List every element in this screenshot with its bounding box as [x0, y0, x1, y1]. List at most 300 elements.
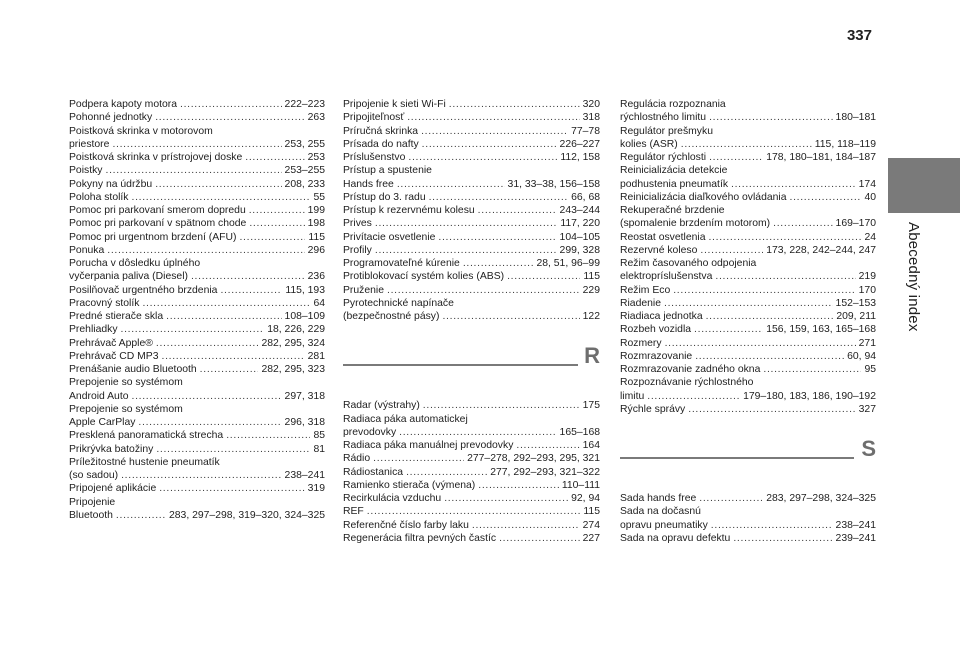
entry-line — [343, 178, 600, 191]
entry-pages: 174 — [858, 178, 876, 190]
entry-term: Hands free — [343, 178, 394, 190]
entry-term: kolies (ASR) — [620, 138, 678, 150]
entry-pages: 122 — [582, 311, 600, 322]
dot-leader — [155, 111, 304, 124]
entry-line — [69, 482, 325, 495]
dot-leader — [245, 151, 304, 164]
dot-leader — [733, 532, 832, 545]
dot-leader — [121, 469, 281, 482]
page-number: 337 — [846, 27, 872, 44]
entry-line — [343, 111, 600, 124]
dot-leader — [449, 98, 580, 111]
entry-line — [343, 519, 600, 532]
entry-pages: 239–241 — [835, 532, 876, 544]
entry-line — [343, 151, 600, 164]
index-entry — [69, 98, 325, 111]
entry-pages: 209, 211 — [836, 311, 876, 322]
entry-pages: 77–78 — [571, 125, 600, 137]
entry-term: Pomoc pri parkovaní v spätnom chode — [69, 218, 247, 230]
dot-leader — [407, 111, 579, 124]
index-entry — [69, 456, 325, 483]
entry-pages: 115, 118–119 — [814, 138, 876, 150]
index-entry — [620, 492, 876, 505]
index-entry — [620, 98, 876, 125]
entry-term: REF — [343, 506, 364, 518]
entry-term: Pripojené aplikácie — [69, 483, 157, 495]
section-tab — [888, 158, 960, 213]
index-entry — [620, 257, 876, 284]
entry-term: (bezpečnostné pásy) — [343, 311, 440, 322]
index-entry — [620, 125, 876, 152]
dot-leader — [375, 244, 557, 257]
index-entry — [343, 519, 600, 532]
index-entry — [343, 479, 600, 492]
entry-line — [69, 284, 325, 297]
entry-pages: 110–111 — [561, 479, 600, 491]
entry-pages: 92, 94 — [571, 493, 600, 504]
index-entry — [69, 403, 325, 430]
entry-pages: 227 — [582, 532, 600, 544]
dot-leader — [709, 151, 763, 164]
dot-leader — [688, 403, 855, 416]
index-entry — [69, 496, 325, 523]
index-entry — [69, 337, 325, 350]
entry-term: Pripojiteľnosť — [343, 112, 405, 124]
entry-line — [620, 350, 876, 363]
entry-line — [620, 492, 876, 505]
entry-term: Ponuka — [69, 244, 105, 256]
entry-heading: Regulácia rozpoznania — [620, 99, 726, 110]
entry-term: Prístup k rezervnému kolesu — [343, 205, 475, 216]
entry-term: Rezervné koleso — [620, 244, 698, 256]
index-entry — [343, 297, 600, 324]
index-entry — [343, 138, 600, 151]
entry-pages: 263 — [307, 112, 325, 124]
index-entry — [343, 532, 600, 545]
dot-leader — [220, 284, 282, 297]
entry-pages: 173, 228, 242–244, 247 — [766, 244, 876, 256]
entry-pages: 180–181 — [835, 112, 876, 124]
entry-term: (spomalenie brzdením motorom) — [620, 218, 771, 230]
entry-heading: Poistková skrinka v motorovom — [69, 125, 213, 137]
entry-line — [69, 350, 325, 363]
entry-line — [69, 509, 325, 522]
entry-term: Poloha stolík — [69, 191, 129, 203]
entry-line — [69, 443, 325, 456]
entry-line — [620, 310, 876, 323]
dot-leader — [695, 350, 844, 363]
dot-leader — [731, 178, 856, 191]
dot-leader — [516, 439, 579, 452]
dot-leader — [423, 399, 580, 412]
dot-leader — [406, 466, 487, 479]
dot-leader — [191, 270, 305, 283]
index-entry — [343, 244, 600, 257]
entry-pages: 253, 255 — [284, 138, 325, 150]
entry-pages: 238–241 — [835, 519, 876, 531]
entry-term: priestore — [69, 138, 110, 150]
index-entry — [69, 178, 325, 191]
index-entry — [620, 350, 876, 363]
entry-term: Recirkulácia vzduchu — [343, 493, 442, 504]
entry-line — [343, 270, 600, 283]
dot-leader — [444, 492, 568, 505]
letter-divider-r — [343, 343, 600, 389]
entry-line — [69, 469, 325, 482]
entry-pages: 28, 51, 96–99 — [536, 258, 600, 269]
index-entry — [69, 443, 325, 456]
index-entry — [620, 376, 876, 403]
index-entry — [620, 337, 876, 350]
entry-line — [620, 244, 876, 257]
section-label: Abecedný index — [905, 222, 922, 332]
entry-term: Pruženie — [343, 284, 385, 296]
entry-term: Prísada do nafty — [343, 138, 419, 150]
entry-line — [69, 111, 325, 124]
entry-pages: 277–278, 292–293, 295, 321 — [467, 453, 600, 465]
entry-line — [69, 270, 325, 283]
entry-term: Apple CarPlay — [69, 417, 136, 428]
entry-pages: 24 — [864, 231, 876, 243]
entry-pages: 208, 233 — [284, 178, 325, 190]
index-entry — [343, 466, 600, 479]
entry-term: Pomoc pri parkovaní smerom dopredu — [69, 205, 246, 216]
entry-term: Prikrývka batožiny — [69, 443, 154, 455]
entry-pages: 199 — [307, 205, 325, 216]
dot-leader — [138, 416, 281, 429]
dot-leader — [226, 429, 310, 442]
entry-term: Poistky — [69, 165, 103, 177]
entry-pages: 31, 33–38, 156–158 — [507, 178, 600, 190]
index-column-2 — [343, 98, 600, 545]
entry-heading: Pripojenie — [69, 496, 116, 508]
dot-leader — [442, 310, 579, 323]
letter-divider-s — [620, 436, 876, 482]
entry-line — [343, 426, 600, 439]
dot-leader — [773, 217, 832, 230]
dot-leader — [162, 350, 305, 363]
entry-heading: Rekuperačné brzdenie — [620, 205, 725, 216]
entry-heading: Radiaca páka automatickej — [343, 413, 468, 425]
dot-leader — [790, 191, 862, 204]
dot-leader — [708, 231, 861, 244]
entry-pages: 115, 193 — [285, 284, 325, 296]
index-entry — [69, 204, 325, 217]
entry-term: Android Auto — [69, 390, 129, 402]
entry-pages: 169–170 — [835, 218, 876, 230]
entry-term: Prehrávač Apple® — [69, 337, 153, 349]
entry-pages: 243–244 — [559, 205, 600, 216]
index-entry — [343, 413, 600, 440]
dot-leader — [156, 443, 310, 456]
dot-leader — [397, 178, 505, 191]
entry-term: Poistková skrinka v prístrojovej doske — [69, 152, 243, 163]
entry-line — [69, 323, 325, 336]
entry-term: limitu — [620, 390, 645, 402]
entry-line — [69, 310, 325, 323]
entry-line — [343, 479, 600, 492]
entry-line — [620, 191, 876, 204]
entry-heading: Prístup a spustenie — [343, 165, 432, 177]
entry-term: Príručná skrinka — [343, 125, 419, 137]
index-entry — [620, 244, 876, 257]
index-entry — [69, 363, 325, 376]
entry-pages: 104–105 — [559, 231, 600, 243]
entry-line — [620, 217, 876, 230]
dot-leader — [373, 452, 464, 465]
entry-term: Pokyny na údržbu — [69, 178, 153, 190]
dot-leader — [121, 323, 265, 336]
entry-heading: Sada na dočasnú — [620, 506, 701, 518]
entry-heading: Reinicializácia detekcie — [620, 165, 728, 177]
entry-term: Rádiostanica — [343, 466, 404, 478]
dot-leader — [499, 532, 580, 545]
entry-term: Prives — [343, 218, 372, 230]
entry-line — [69, 363, 325, 376]
entry-line — [343, 439, 600, 452]
entry-line — [343, 231, 600, 244]
entry-pages: 219 — [858, 271, 876, 283]
index-entry — [620, 363, 876, 376]
index-entry — [343, 257, 600, 270]
entry-pages: 296 — [307, 244, 325, 256]
dot-leader — [472, 519, 580, 532]
entry-pages: 299, 328 — [559, 244, 600, 256]
entry-pages: 60, 94 — [847, 350, 876, 362]
entry-heading: Prepojenie so systémom — [69, 377, 183, 389]
entry-term: Protiblokovací systém kolies (ABS) — [343, 271, 505, 283]
entry-pages: 108–109 — [284, 311, 325, 322]
entry-pages: 281 — [307, 350, 325, 362]
dot-leader — [166, 310, 281, 323]
dot-leader — [239, 231, 305, 244]
dot-leader — [664, 297, 833, 310]
entry-pages: 277, 292–293, 321–322 — [490, 466, 600, 478]
dot-leader — [200, 363, 259, 376]
dot-leader — [156, 337, 259, 350]
entry-term: vyčerpania paliva (Diesel) — [69, 271, 188, 283]
entry-pages: 112, 158 — [560, 152, 600, 163]
dot-leader — [399, 426, 556, 439]
entry-line — [620, 337, 876, 350]
entry-line — [343, 452, 600, 465]
entry-term: Riadiaca jednotka — [620, 311, 703, 322]
entry-term: Posilňovač urgentného brzdenia — [69, 284, 218, 296]
entry-pages: 152–153 — [835, 297, 876, 309]
entry-term: Privítacie osvetlenie — [343, 231, 436, 243]
index-entry — [343, 217, 600, 230]
dot-leader — [694, 323, 763, 336]
index-entry — [343, 492, 600, 505]
index-entry — [343, 270, 600, 283]
dot-leader — [408, 151, 557, 164]
index-entry — [343, 125, 600, 138]
dot-leader — [429, 191, 569, 204]
index-column-1 — [69, 98, 325, 522]
entry-line — [69, 217, 325, 230]
entry-term: Regulátor rýchlosti — [620, 152, 707, 163]
dot-leader — [159, 482, 304, 495]
entry-term: Podpera kapoty motora — [69, 99, 178, 110]
dot-leader — [478, 479, 559, 492]
index-entry — [69, 217, 325, 230]
dot-leader — [249, 204, 305, 217]
dot-leader — [180, 98, 282, 111]
dot-leader — [106, 164, 282, 177]
dot-leader — [155, 178, 281, 191]
entry-line — [343, 125, 600, 138]
entry-term: Prístup do 3. radu — [343, 191, 426, 203]
dot-leader — [249, 217, 304, 230]
index-entry — [620, 231, 876, 244]
entry-pages: 271 — [858, 337, 876, 349]
entry-line — [69, 138, 325, 151]
dot-leader — [142, 297, 310, 310]
entry-line — [343, 191, 600, 204]
dot-leader — [706, 310, 834, 323]
entry-term: Rýchle správy — [620, 403, 686, 415]
entry-term: Ramienko stierača (výmena) — [343, 479, 476, 491]
index-entry — [69, 297, 325, 310]
entry-line — [343, 492, 600, 505]
section-letter: S — [861, 436, 876, 461]
entry-term: Pracovný stolík — [69, 297, 140, 309]
index-entry — [69, 151, 325, 164]
entry-pages: 226–227 — [559, 138, 600, 150]
index-entry — [620, 403, 876, 416]
index-column-3 — [620, 98, 876, 545]
dot-leader — [387, 284, 580, 297]
entry-heading: Porucha v dôsledku úplného — [69, 258, 201, 269]
entry-pages: 66, 68 — [571, 191, 600, 203]
entry-line — [620, 297, 876, 310]
index-entry — [69, 111, 325, 124]
dot-leader — [763, 363, 861, 376]
entry-pages: 318 — [582, 112, 600, 124]
dot-leader — [107, 244, 304, 257]
entry-line — [69, 297, 325, 310]
index-entry — [343, 439, 600, 452]
entry-heading: Príležitostné hustenie pneumatík — [69, 456, 220, 468]
index-entry — [69, 257, 325, 284]
entry-term: Rozmrazovanie zadného okna — [620, 364, 761, 375]
entry-term: Referenčné číslo farby laku — [343, 519, 469, 531]
entry-term: prevodovky — [343, 426, 397, 438]
entry-pages: 81 — [313, 443, 325, 455]
entry-term: Radar (výstrahy) — [343, 400, 420, 412]
entry-line — [620, 178, 876, 191]
index-entry — [620, 284, 876, 297]
entry-pages: 253–255 — [284, 165, 325, 177]
entry-line — [343, 257, 600, 270]
entry-term: Sada na opravu defektu — [620, 532, 731, 544]
dot-leader — [647, 390, 740, 403]
entry-line — [69, 98, 325, 111]
dot-leader — [421, 125, 568, 138]
dot-leader — [715, 270, 855, 283]
entry-pages: 170 — [858, 284, 876, 296]
divider-rule — [620, 457, 854, 459]
entry-pages: 115 — [583, 506, 600, 518]
entry-term: Rozbeh vozidla — [620, 324, 692, 336]
entry-line — [69, 337, 325, 350]
entry-line — [343, 138, 600, 151]
index-entry — [343, 98, 600, 111]
index-entry — [343, 231, 600, 244]
entry-line — [620, 323, 876, 336]
divider-rule — [343, 364, 578, 366]
entry-line — [343, 204, 600, 217]
dot-leader — [709, 111, 832, 124]
entry-line — [620, 403, 876, 416]
entry-pages: 178, 180–181, 184–187 — [766, 152, 876, 163]
dot-leader — [665, 337, 856, 350]
index-entry — [69, 482, 325, 495]
entry-term: podhustenia pneumatík — [620, 178, 729, 190]
index-entry — [343, 204, 600, 217]
index-entry — [343, 505, 600, 518]
entry-term: Pripojenie k sieti Wi-Fi — [343, 99, 446, 110]
entry-line — [343, 217, 600, 230]
index-entry — [620, 532, 876, 545]
index-entry — [69, 244, 325, 257]
index-entry — [69, 164, 325, 177]
entry-line — [343, 399, 600, 412]
entry-pages: 115 — [308, 231, 325, 243]
entry-line — [343, 466, 600, 479]
entry-pages: 179–180, 183, 186, 190–192 — [743, 390, 876, 402]
entry-term: Radiaca páka manuálnej prevodovky — [343, 440, 514, 451]
entry-pages: 274 — [582, 519, 600, 531]
index-entry — [620, 204, 876, 231]
entry-term: rýchlostného limitu — [620, 112, 707, 124]
index-entry — [343, 191, 600, 204]
entry-pages: 282, 295, 324 — [261, 337, 325, 349]
dot-leader — [711, 519, 833, 532]
section-letter: R — [584, 343, 600, 369]
entry-line — [69, 204, 325, 217]
entry-term: opravu pneumatiky — [620, 519, 708, 531]
entry-heading: Pyrotechnické napínače — [343, 297, 454, 309]
index-entry — [343, 399, 600, 412]
dot-leader — [700, 244, 763, 257]
dot-leader — [132, 390, 282, 403]
index-entry — [343, 452, 600, 465]
entry-pages: 238–241 — [284, 470, 325, 481]
entry-pages: 297, 318 — [284, 390, 325, 402]
entry-pages: 164 — [582, 440, 600, 451]
index-entry — [69, 376, 325, 403]
entry-line — [69, 231, 325, 244]
entry-line — [343, 284, 600, 297]
entry-term: Prehrávač CD MP3 — [69, 350, 159, 362]
entry-pages: 296, 318 — [284, 417, 325, 428]
entry-term: Reostat osvetlenia — [620, 231, 706, 243]
dot-leader — [116, 509, 166, 522]
dot-leader — [438, 231, 556, 244]
entry-term: Príslušenstvo — [343, 152, 406, 163]
entry-line — [343, 98, 600, 111]
entry-term: elektropríslušenstva — [620, 271, 713, 283]
entry-pages: 64 — [313, 297, 325, 309]
entry-term: Prehliadky — [69, 324, 118, 336]
entry-term: (so sadou) — [69, 470, 119, 481]
entry-line — [620, 284, 876, 297]
entry-term: Prenášanie audio Bluetooth — [69, 364, 197, 375]
index-entry — [69, 350, 325, 363]
entry-line — [620, 532, 876, 545]
index-entry — [69, 310, 325, 323]
